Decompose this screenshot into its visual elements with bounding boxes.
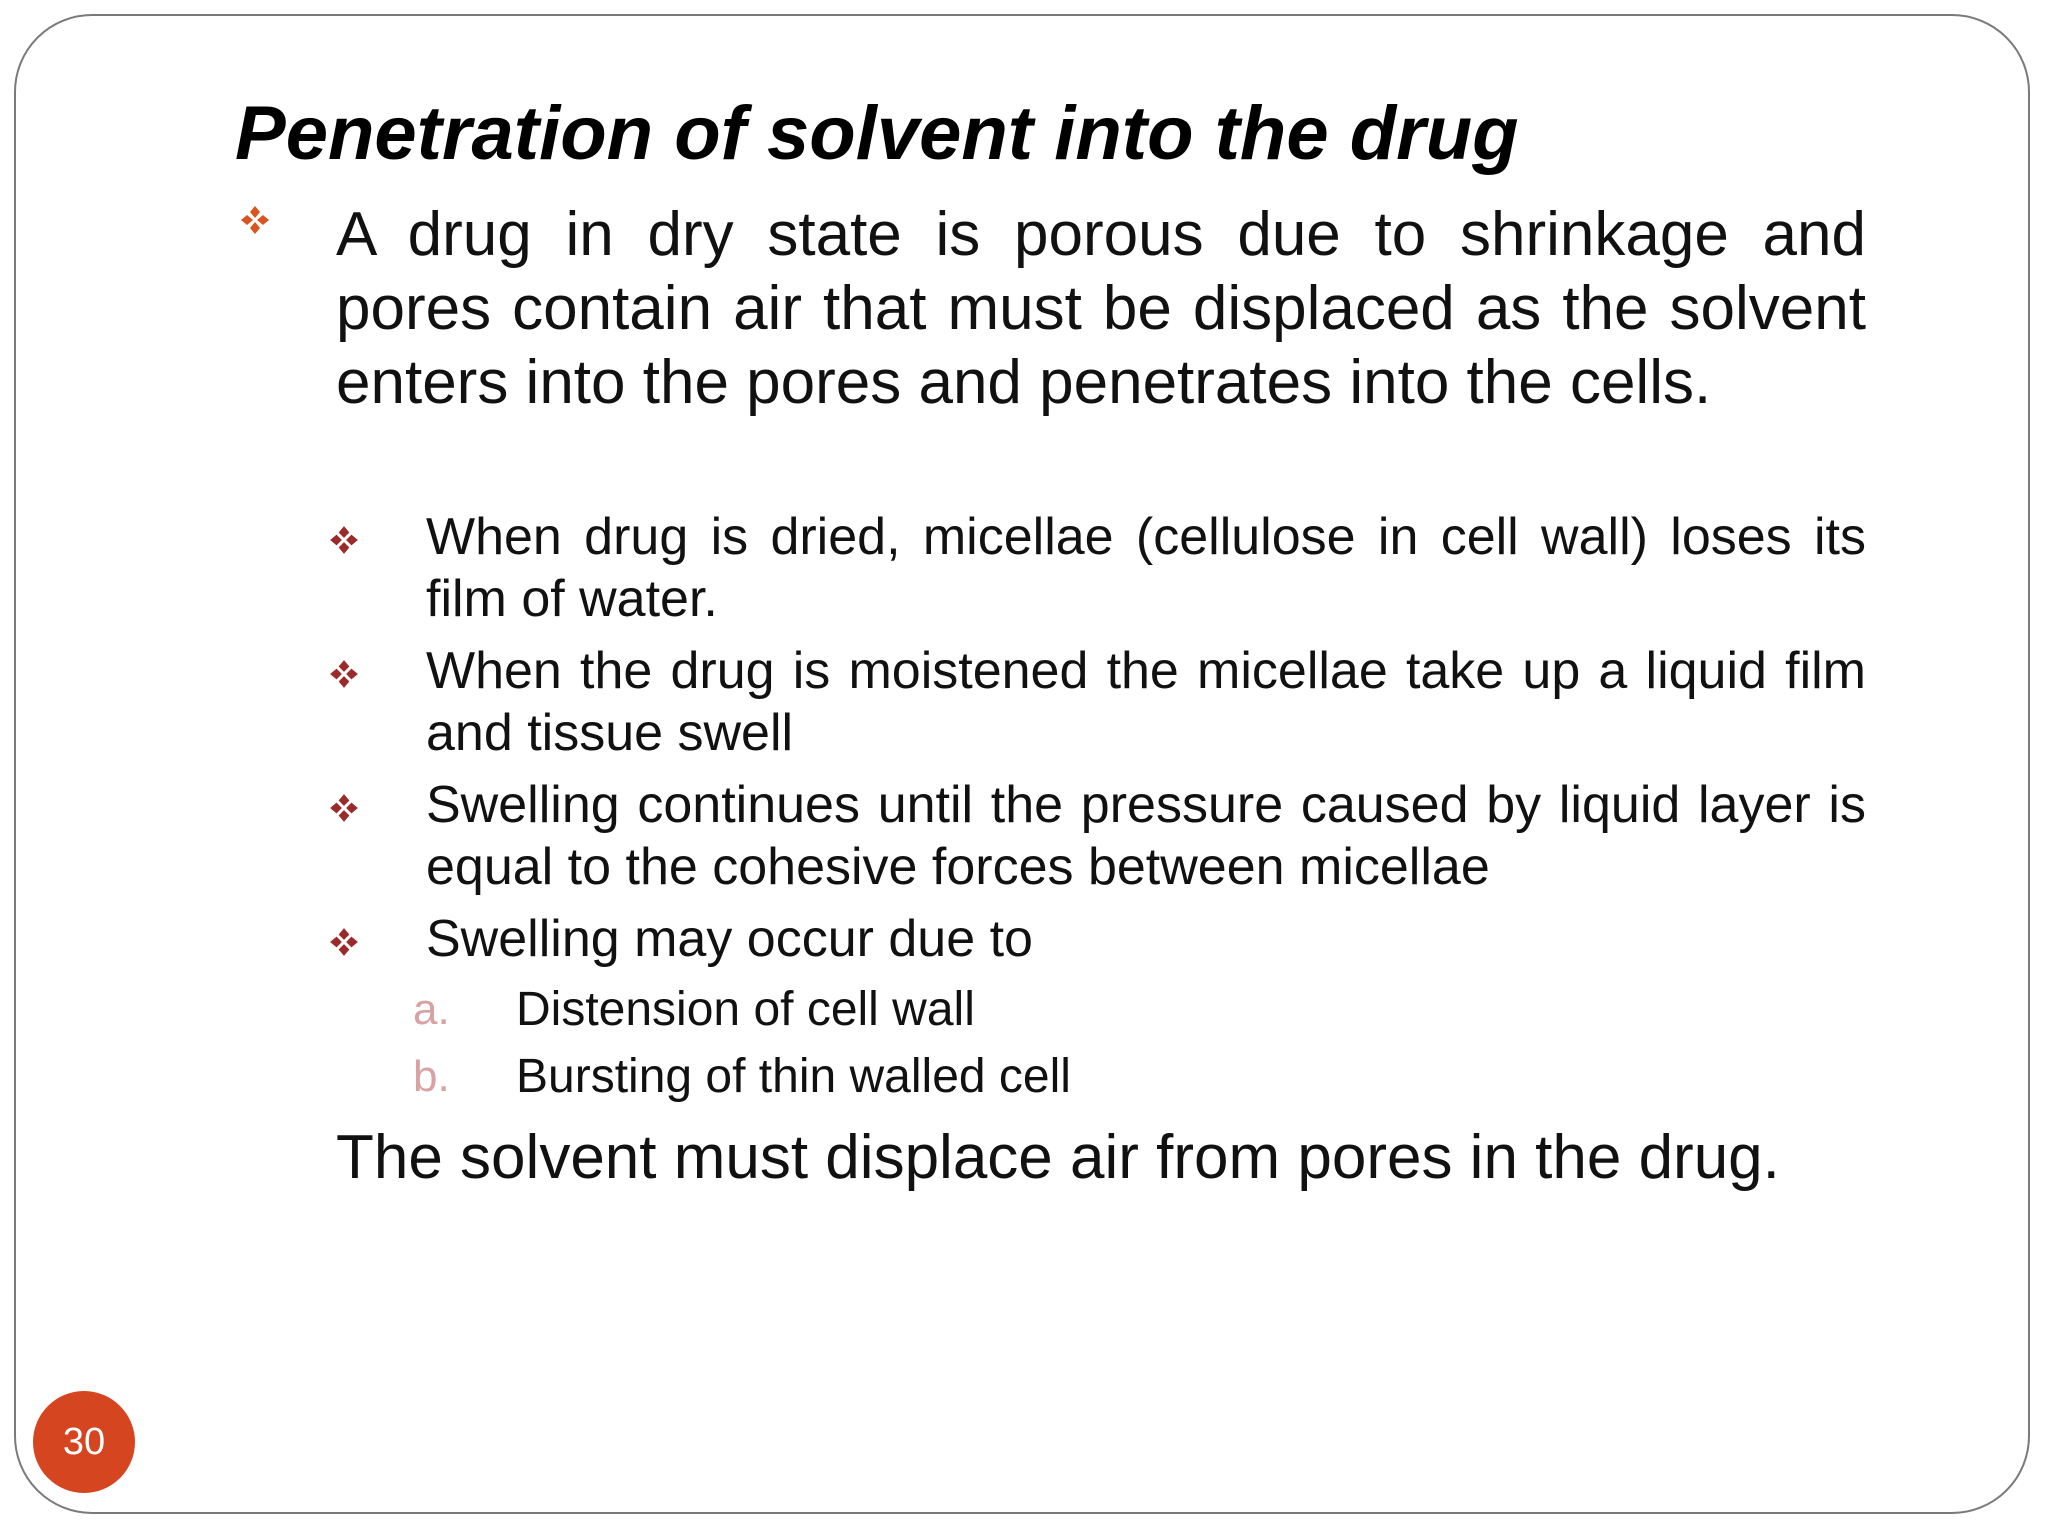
list-marker: a. bbox=[413, 985, 450, 1034]
sub-point-text: Swelling continues until the pressure caused by liquid layer is equal to the cohesive forces between micellae bbox=[426, 776, 1866, 896]
sub-point-text: When drug is dried, micellae (cellulose in cell wall) loses its film of water. bbox=[426, 508, 1866, 628]
page-number-badge: 30 bbox=[33, 1391, 135, 1493]
list-marker: b. bbox=[413, 1052, 450, 1101]
sub-point-text: Swelling may occur due to bbox=[426, 910, 1033, 968]
sub-point-text: When the drug is moistened the micellae take up a liquid film and tissue swell bbox=[426, 642, 1866, 762]
list-item-text: Bursting of thin walled cell bbox=[516, 1050, 1071, 1103]
main-point-text: A drug in dry state is porous due to shrinkage and pores contain air that must be displaced as the solvent enters into the pores and penetrates into the cells. bbox=[336, 200, 1866, 417]
diamond-bullet-icon bbox=[328, 792, 360, 824]
diamond-bullet-icon bbox=[328, 524, 360, 556]
diamond-bullet-icon bbox=[328, 926, 360, 958]
diamond-bullet-icon bbox=[328, 658, 360, 690]
diamond-bullet-icon bbox=[240, 205, 270, 235]
closing-statement: The solvent must displace air from pores in the drug. bbox=[336, 1123, 1780, 1192]
list-item-text: Distension of cell wall bbox=[516, 983, 975, 1036]
slide-title: Penetration of solvent into the drug bbox=[235, 91, 1519, 176]
